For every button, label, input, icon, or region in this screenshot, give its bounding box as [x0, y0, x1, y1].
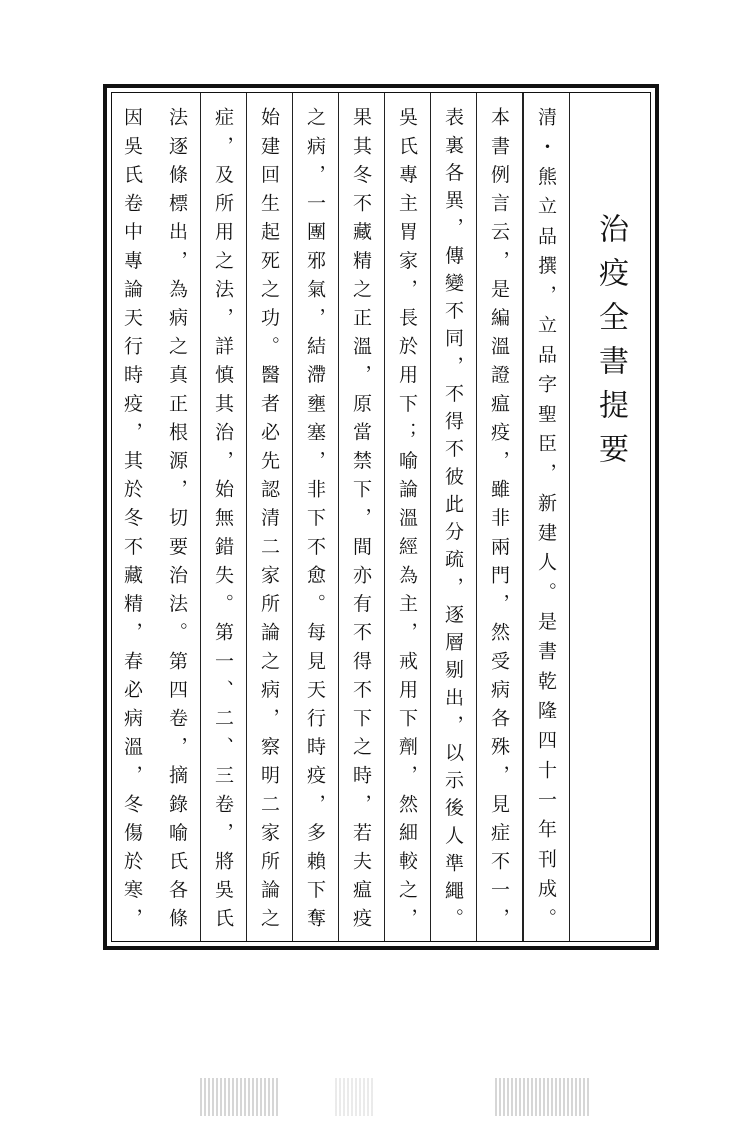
scan-artifact: [200, 1078, 280, 1116]
page-title: 治疫全書提要: [593, 213, 628, 477]
text-column-3: 表裏各異，傳變不同，不得不彼此分疏，逐層剔出，以示後人準繩。: [431, 93, 477, 941]
text-column-1: 清・熊立品撰，立品字聖臣，新建人。是書乾隆四十一年刊成。: [523, 93, 570, 941]
text-column-4: 吳氏專主胃家，長於用下；喻論溫經為主，戒用下劑，然細較之，: [385, 93, 431, 941]
text-column-10: 因吳氏卷中專論天行時疫，其於冬不藏精，春必病溫，冬傷於寒，: [121, 107, 143, 927]
text-column-8: 症，及所用之法，詳慎其治，始無錯失。第一、二、三卷，將吳氏: [201, 93, 247, 941]
page-frame: [103, 84, 659, 950]
text-block: [111, 92, 651, 942]
text-column-7: 始建回生起死之功。醫者必先認清二家所論之病，察明二家所論之: [247, 93, 293, 941]
title-column: [570, 93, 650, 941]
scan-artifact: [335, 1078, 375, 1116]
text-column-5: 果其冬不藏精之正溫，原當禁下，間亦有不得不下之時，若夫瘟疫: [339, 93, 385, 941]
text-column-9: 法逐條標出，為病之真正根源，切要治法。第四卷，摘錄喻氏各條: [155, 93, 201, 941]
text-column-2: 本書例言云，是編溫證瘟疫，雖非兩門，然受病各殊，見症不一，: [477, 93, 523, 941]
scan-artifact: [495, 1078, 590, 1116]
text-column-6: 之病，一團邪氣，結滯壅塞，非下不愈。每見天行時疫，多賴下奪: [293, 93, 339, 941]
